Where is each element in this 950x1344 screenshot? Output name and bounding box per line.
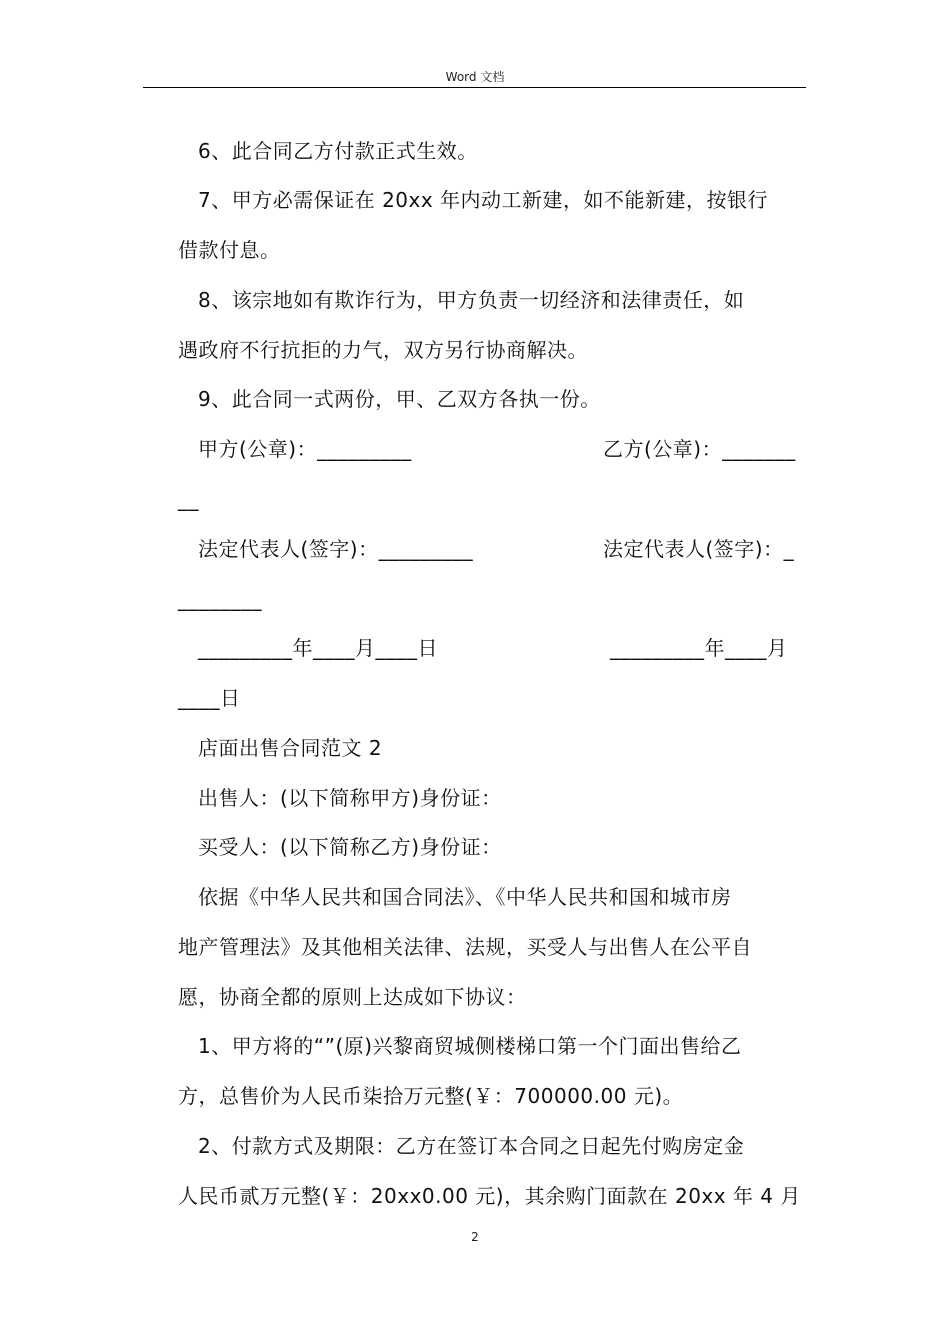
header-rule — [143, 87, 806, 88]
date-a: _________年____月____日 — [198, 636, 438, 660]
date-b-cont: ____日 — [178, 686, 241, 710]
clause-9: 9、此合同一式两份，甲、乙双方各执一份。 — [198, 387, 601, 411]
page-header: Word 文档 — [445, 70, 505, 84]
party-b-seal-cont: __ — [178, 487, 199, 511]
date-b: _________年____月 — [610, 636, 788, 660]
buyer-line: 买受人：(以下简称乙方)身份证： — [198, 835, 502, 859]
intro-line-2: 地产管理法》及其他相关法律、法规，买受人与出售人在公平自 — [178, 935, 752, 959]
party-b-seal: 乙方(公章)：_______ — [603, 437, 796, 461]
clause-8-line-1: 8、该宗地如有欺诈行为，甲方负责一切经济和法律责任，如 — [198, 288, 745, 312]
item-2-line-1: 2、付款方式及期限：乙方在签订本合同之日起先付购房定金 — [198, 1134, 745, 1158]
clause-7-line-2: 借款付息。 — [178, 238, 281, 262]
page-number: 2 — [471, 1230, 479, 1244]
clause-8-line-2: 遇政府不行抗拒的力气，双方另行协商解决。 — [178, 338, 588, 362]
item-1-line-1: 1、甲方将的“”(原)兴黎商贸城侧楼梯口第一个门面出售给乙 — [198, 1034, 742, 1058]
item-1-line-2: 方，总售价为人民币柒拾万元整(￥：700000.00 元)。 — [178, 1084, 684, 1108]
seller-line: 出售人：(以下简称甲方)身份证： — [198, 786, 502, 810]
intro-line-1: 依据《中华人民共和国合同法》、《中华人民共和国和城市房 — [198, 885, 732, 909]
party-a-seal: 甲方(公章)：_________ — [198, 437, 412, 461]
clause-6: 6、此合同乙方付款正式生效。 — [198, 139, 478, 163]
clause-7-line-1: 7、甲方必需保证在 20xx 年内动工新建，如不能新建，按银行 — [198, 188, 769, 212]
item-2-line-2: 人民币贰万元整(￥：20xx0.00 元)，其余购门面款在 20xx 年 4 月 — [178, 1184, 801, 1208]
rep-b-signature: 法定代表人(签字)：_ — [603, 537, 795, 561]
intro-line-3: 愿，协商全都的原则上达成如下协议： — [178, 985, 527, 1009]
rep-a-signature: 法定代表人(签字)：_________ — [198, 537, 474, 561]
rep-b-signature-cont: ________ — [178, 587, 262, 611]
section-title: 店面出售合同范文 2 — [198, 736, 383, 760]
